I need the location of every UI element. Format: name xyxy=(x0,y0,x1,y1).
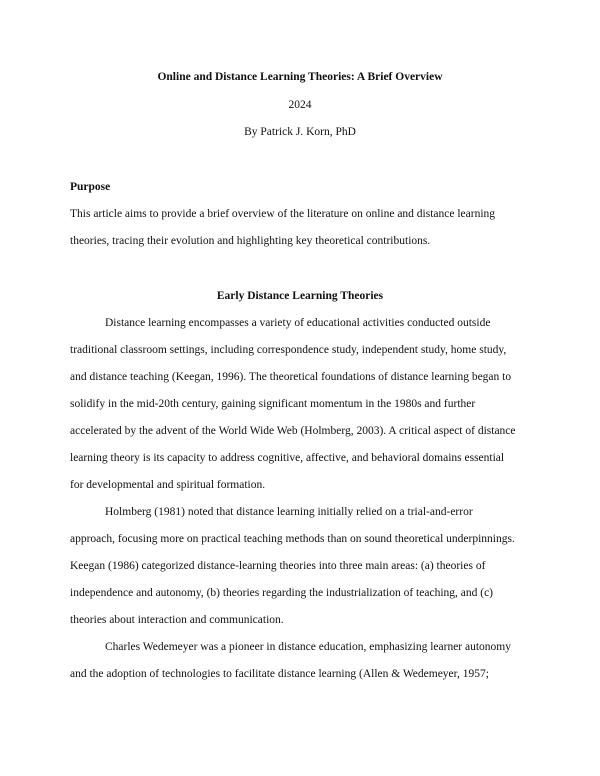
purpose-text-line: This article aims to provide a brief overview of the literature on online and distance learning xyxy=(70,208,496,220)
paragraph-line: solidify in the mid-20th century, gaining significant momentum in the 1980s and further xyxy=(70,398,476,410)
document-byline: By Patrick J. Korn, PhD xyxy=(244,126,356,138)
paragraph-line: Keegan (1986) categorized distance-learning theories into three main areas: (a) theories of xyxy=(70,560,486,572)
paragraph-line: learning theory is its capacity to address cognitive, affective, and behavioral domains essential xyxy=(70,452,505,464)
paragraph-line: for developmental and spiritual formation. xyxy=(70,479,266,491)
paragraph-line: Charles Wedemeyer was a pioneer in distance education, emphasizing learner autonomy xyxy=(105,641,512,653)
paragraph-line: Holmberg (1981) noted that distance learning initially relied on a trial-and-error xyxy=(105,506,473,518)
paragraph-line: accelerated by the advent of the World Wide Web (Holmberg, 2003). A critical aspect of distance xyxy=(70,425,516,437)
purpose-heading: Purpose xyxy=(70,181,111,193)
section-heading: Early Distance Learning Theories xyxy=(216,290,384,302)
purpose-text-line: theories, tracing their evolution and highlighting key theoretical contributions. xyxy=(70,235,431,247)
paragraph-line: traditional classroom settings, including correspondence study, independent study, home study, xyxy=(70,344,507,356)
paragraph-line: approach, focusing more on practical teaching methods than on sound theoretical underpinnings. xyxy=(70,533,515,545)
paragraph-line: and distance teaching (Keegan, 1996). The theoretical foundations of distance learning began to xyxy=(70,371,512,383)
document-title: Online and Distance Learning Theories: A Brief Overview xyxy=(157,71,443,83)
document-year: 2024 xyxy=(288,99,312,111)
paragraph-line: and the adoption of technologies to facilitate distance learning (Allen & Wedemeyer, 1957; xyxy=(70,668,489,680)
paragraph-line: Distance learning encompasses a variety of educational activities conducted outside xyxy=(105,317,491,329)
paragraph-line: independence and autonomy, (b) theories regarding the industrialization of teaching, and (c) xyxy=(70,587,494,599)
paragraph-line: theories about interaction and communication. xyxy=(70,614,284,626)
